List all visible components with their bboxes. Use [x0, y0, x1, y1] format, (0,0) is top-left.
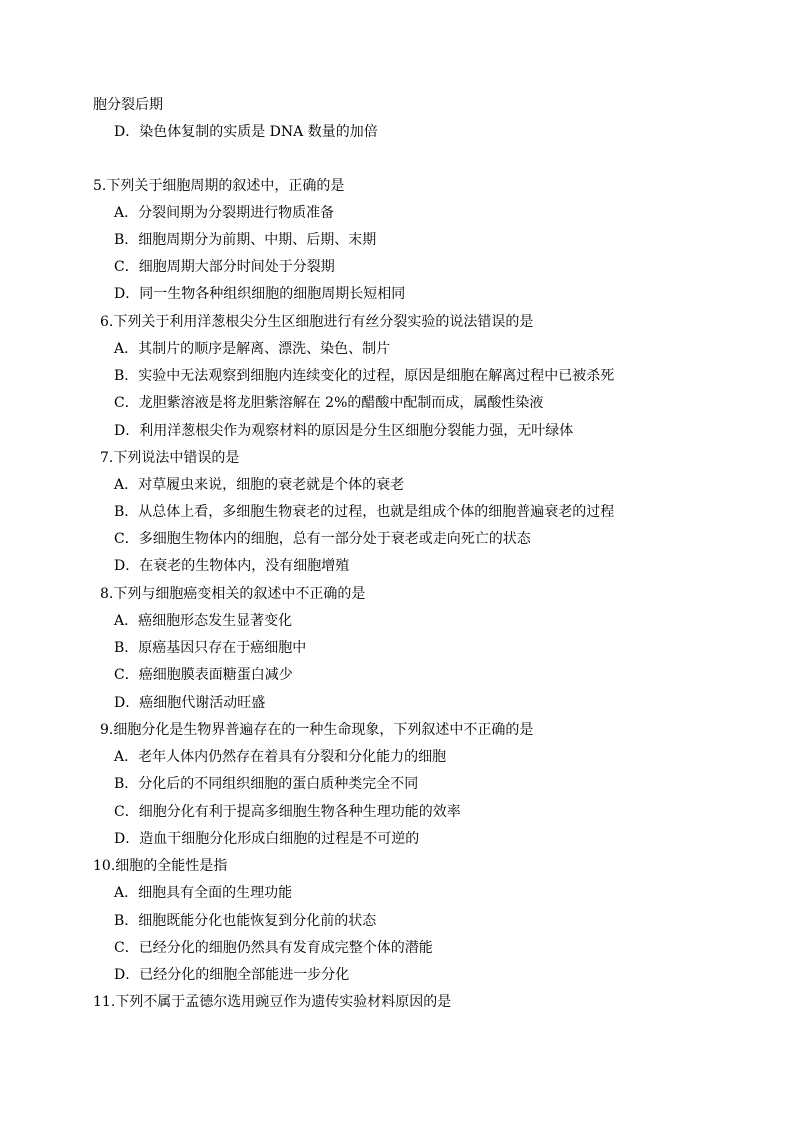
- question-6-option-c: C．龙胆紫溶液是将龙胆紫溶解在 2%的醋酸中配制而成，属酸性染液: [114, 395, 544, 411]
- question-10-option-c: C．已经分化的细胞仍然具有发育成完整个体的潜能: [114, 940, 433, 956]
- question-6-option-b: B．实验中无法观察到细胞内连续变化的过程，原因是细胞在解离过程中已被杀死: [114, 368, 615, 384]
- question-9-option-b: B．分化后的不同组织细胞的蛋白质种类完全不同: [114, 776, 419, 792]
- question-7-option-a: A．对草履虫来说，细胞的衰老就是个体的衰老: [114, 477, 405, 493]
- question-8-stem: 8.下列与细胞癌变相关的叙述中不正确的是: [100, 586, 366, 602]
- question-5-option-b: B．细胞周期分为前期、中期、后期、末期: [114, 232, 377, 248]
- question-8-option-a: A．癌细胞形态发生显著变化: [114, 613, 293, 629]
- question-5-option-d: D．同一生物各种组织细胞的细胞周期长短相同: [114, 286, 406, 302]
- question-7-option-d: D．在衰老的生物体内，没有细胞增殖: [114, 558, 350, 574]
- question-8-option-d: D．癌细胞代谢活动旺盛: [114, 695, 266, 711]
- question-6-option-d: D．利用洋葱根尖作为观察材料的原因是分生区细胞分裂能力强，无叶绿体: [114, 423, 574, 439]
- question-7-stem: 7.下列说法中错误的是: [100, 450, 240, 466]
- question-6-stem: 6.下列关于利用洋葱根尖分生区细胞进行有丝分裂实验的说法错误的是: [100, 314, 534, 330]
- question-10-option-a: A．细胞具有全面的生理功能: [114, 885, 293, 901]
- question-5-option-c: C．细胞周期大部分时间处于分裂期: [114, 259, 335, 275]
- question-9-stem: 9.细胞分化是生物界普遍存在的一种生命现象，下列叙述中不正确的是: [100, 722, 534, 738]
- question-5-stem: 5.下列关于细胞周期的叙述中，正确的是: [93, 178, 345, 194]
- question-10-stem: 10.细胞的全能性是指: [93, 858, 228, 874]
- question-10-option-d: D．已经分化的细胞全部能进一步分化: [114, 967, 350, 983]
- question-9-option-a: A．老年人体内仍然存在着具有分裂和分化能力的细胞: [114, 749, 447, 765]
- question-10-option-b: B．细胞既能分化也能恢复到分化前的状态: [114, 913, 377, 929]
- question-11-stem: 11.下列不属于孟德尔选用豌豆作为遗传实验材料原因的是: [93, 994, 452, 1010]
- question-8-option-b: B．原癌基因只存在于癌细胞中: [114, 640, 307, 656]
- question-6-option-a: A．其制片的顺序是解离、漂洗、染色、制片: [114, 341, 391, 357]
- question-7-option-b: B．从总体上看，多细胞生物衰老的过程，也就是组成个体的细胞普遍衰老的过程: [114, 504, 615, 520]
- question-fragment-option-d: D．染色体复制的实质是 DNA 数量的加倍: [114, 124, 378, 140]
- question-fragment-tail: 胞分裂后期: [93, 97, 163, 113]
- question-5-option-a: A．分裂间期为分裂期进行物质准备: [114, 205, 335, 221]
- question-9-option-d: D．造血干细胞分化形成白细胞的过程是不可逆的: [114, 831, 420, 847]
- question-7-option-c: C．多细胞生物体内的细胞，总有一部分处于衰老或走向死亡的状态: [114, 531, 531, 547]
- question-9-option-c: C．细胞分化有利于提高多细胞生物各种生理功能的效率: [114, 804, 461, 820]
- question-8-option-c: C．癌细胞膜表面糖蛋白减少: [114, 667, 293, 683]
